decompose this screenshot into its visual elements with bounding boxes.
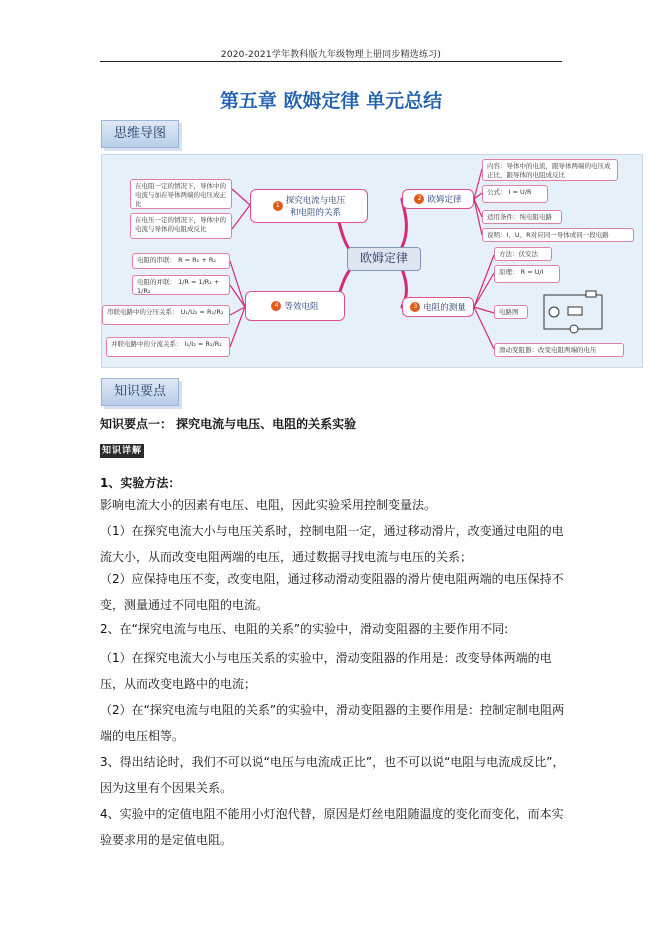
node-number-badge: 3 — [410, 302, 420, 312]
node-measure-label: 电阻的测量 — [423, 303, 466, 313]
node-number-badge: 2 — [414, 194, 424, 204]
node-ohm-law-label: 欧姆定律 — [427, 195, 462, 205]
law-content-box: 内容：导体中的电流，跟导体两端的电压成正比，跟导体的电阻成反比 — [482, 159, 618, 181]
law-condition-box: 适用条件：纯电阻电路 — [482, 210, 562, 224]
mind-map-center: 欧姆定律 — [347, 247, 421, 271]
section-keypoints-tag: 知识要点 — [101, 378, 179, 406]
page-title: 第五章 欧姆定律 单元总结 — [219, 90, 443, 112]
explore-resistance-box: 在电压一定的情况下，导体中的电流与导体的电阻成反比 — [130, 213, 232, 239]
law-note-box: 说明：I、U、R对应同一导体或同一段电路 — [482, 228, 634, 242]
equiv-series-box: 电阻的串联： R = R₁ + R₂ — [132, 253, 230, 269]
measure-circuit-label: 电路图 — [494, 305, 528, 319]
header-rule — [100, 61, 562, 62]
node-explore-label: 探究电流与电压 和电阻的关系 — [285, 196, 346, 218]
paragraph: 3、得出结论时，我们不可以说“电压与电流成正比”，也不可以说“电阻与电流成反比”，因为这里有个因果关系。 — [100, 755, 565, 795]
equiv-parallel-box: 电阻的并联： 1/R = 1/R₁ + 1/R₂ — [132, 275, 230, 295]
node-explore — [250, 189, 368, 223]
paragraph: 2、在“探究电流与电压、电阻的关系”的实验中，滑动变阻器的主要作用不同: — [100, 622, 509, 636]
mind-map — [101, 154, 643, 368]
node-measure — [402, 297, 474, 317]
detail-badge: 知识详解 — [101, 446, 142, 456]
node-equivalent-label: 等效电阻 — [284, 302, 319, 312]
paragraph: 影响电流大小的因素有电压、电阻，因此实验采用控制变量法。 — [100, 498, 437, 512]
node-equivalent — [245, 291, 345, 321]
measure-method-box: 方法：伏安法 — [494, 247, 552, 261]
paragraph: （2）在“探究电流与电阻的关系”的实验中，滑动变阻器的主要作用是：控制定制电阻两端的电压相等。 — [100, 703, 565, 743]
paragraph: （1）在探究电流大小与电压关系的实验中，滑动变阻器的作用是：改变导体两端的电压，从而改变电路中的电流； — [100, 651, 552, 691]
paragraph: （2）应保持电压不变，改变电阻，通过移动滑动变阻器的滑片使电阻两端的电压保持不变，测量通过不同电阻的电流。 — [100, 572, 564, 612]
paragraph: 1、实验方法： — [100, 476, 181, 490]
circuit-diagram — [538, 289, 608, 335]
measure-principle-box: 原理： R = U/I — [494, 265, 560, 283]
page-header: 2020-2021学年教科版九年级物理上册同步精选练习) — [220, 50, 442, 60]
node-number-badge: 4 — [271, 301, 281, 311]
section-mindmap-tag: 思维导图 — [101, 120, 179, 148]
measure-rheostat-box: 滑动变阻器：改变电阻两端的电压 — [494, 343, 624, 357]
node-ohm-law — [402, 189, 474, 209]
equiv-divider-box: 串联电路中的分压关系： U₁/U₂ = R₁/R₂ — [102, 305, 230, 325]
paragraph: 4、实验中的定值电阻不能用小灯泡代替，原因是灯丝电阻随温度的变化而变化，而本实验要求用的是定值电阻。 — [100, 807, 564, 847]
equiv-current-box: 并联电路中的分流关系： I₁/I₂ = R₂/R₁ — [106, 337, 230, 357]
node-number-badge: 1 — [273, 201, 283, 211]
law-formula-box: 公式： I = U/R — [482, 185, 548, 203]
paragraph: （1）在探究电流大小与电压关系时，控制电阻一定，通过移动滑片，改变通过电阻的电流大小，从而改变电阻两端的电压，通过数据寻找电流与电压的关系； — [100, 524, 564, 564]
keypoint-heading: 知识要点一： 探究电流与电压、电阻的关系实验 — [100, 417, 357, 431]
explore-voltage-box: 在电阻一定的情况下，导体中的电流与加在导体两端的电压成正比 — [130, 179, 232, 209]
